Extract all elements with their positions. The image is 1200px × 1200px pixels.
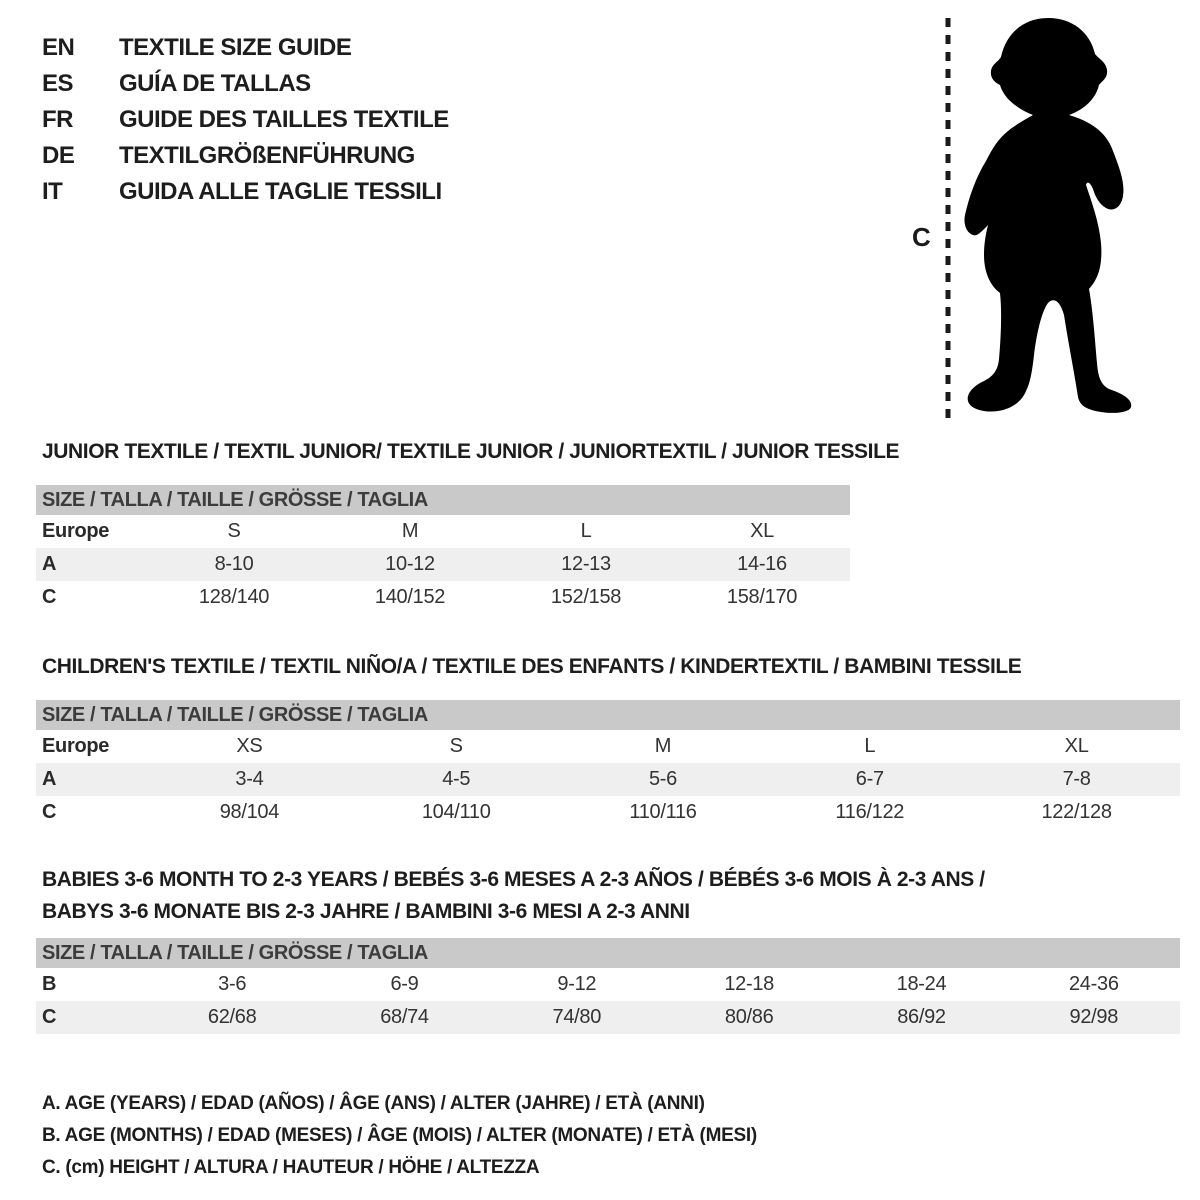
guide-title-fr: GUIDE DES TAILLES TEXTILE — [119, 106, 449, 133]
size-value: 3-4 — [235, 768, 264, 790]
size-value: 98/104 — [219, 801, 280, 823]
size-value: 10-12 — [385, 553, 435, 575]
size-value: 4-5 — [442, 768, 471, 790]
header-area — [0, 0, 1200, 425]
size-value: 8-10 — [214, 553, 254, 575]
size-value: 68/74 — [380, 1006, 429, 1028]
size-value: 24-36 — [1068, 973, 1119, 995]
size-value: XL — [750, 520, 774, 542]
size-value: 6-7 — [855, 768, 884, 790]
size-value: 80/86 — [724, 1006, 774, 1028]
guide-title-en: TEXTILE SIZE GUIDE — [119, 34, 352, 61]
size-value: 128/140 — [198, 586, 270, 608]
footnotes — [42, 1088, 1200, 1184]
table-row — [36, 968, 1180, 1001]
height-measure-label: C — [912, 222, 931, 252]
guide-title-es: GUÍA DE TALLAS — [119, 70, 311, 97]
row-label: Europe — [42, 520, 110, 542]
size-value: 104/110 — [421, 801, 491, 823]
size-value: M — [654, 735, 672, 757]
children-section-title: CHILDREN'S TEXTILE / TEXTIL NIÑO/A / TEXTILE DES ENFANTS / KINDERTEXTIL / BAMBINI TESSILE — [42, 655, 1022, 678]
size-value: XL — [1064, 735, 1089, 757]
language-code: IT — [42, 178, 63, 205]
row-label: A — [42, 553, 57, 575]
table-row — [36, 515, 850, 548]
size-value: 5-6 — [648, 768, 677, 790]
section-babies-textile — [36, 864, 1200, 1034]
row-label: B — [42, 973, 57, 995]
size-value: 74/80 — [552, 1006, 602, 1028]
table-row — [36, 1001, 1180, 1034]
row-label: C — [42, 801, 57, 823]
size-value: 9-12 — [557, 973, 597, 995]
size-value: 7-8 — [1062, 768, 1091, 790]
language-row-it — [42, 174, 449, 210]
footnote-c-height-cm: C. (cm) HEIGHT / ALTURA / HAUTEUR / HÖHE / ALTEZZA — [42, 1157, 540, 1178]
table-row — [36, 581, 850, 614]
children-size-table — [36, 730, 1180, 829]
size-value: 14-16 — [737, 553, 787, 575]
size-value: L — [864, 735, 876, 757]
table-row — [36, 730, 1180, 763]
size-value: 86/92 — [897, 1006, 946, 1028]
size-value: 152/158 — [550, 586, 622, 608]
table-row — [36, 796, 1180, 829]
size-value: 116/122 — [835, 801, 905, 823]
size-value: XS — [236, 735, 263, 757]
size-value: 12-18 — [724, 973, 774, 995]
size-value: L — [580, 520, 592, 542]
size-value: 6-9 — [390, 973, 419, 995]
size-value: S — [449, 735, 463, 757]
language-code: DE — [42, 142, 75, 169]
babies-size-header-band: SIZE / TALLA / TAILLE / GRÖSSE / TAGLIA — [36, 938, 1180, 968]
row-label: C — [42, 586, 57, 608]
language-row-de — [42, 138, 449, 174]
section-junior-textile — [36, 437, 1200, 614]
size-value: S — [227, 520, 241, 542]
row-label: A — [42, 768, 57, 790]
babies-size-table — [36, 968, 1180, 1034]
guide-title-it: GUIDA ALLE TAGLIE TESSILI — [119, 178, 442, 205]
size-value: 92/98 — [1069, 1006, 1119, 1028]
babies-section-title-line-2: BABYS 3-6 MONATE BIS 2-3 JAHRE / BAMBINI 3-6 MESI A 2-3 ANNI — [42, 900, 690, 923]
size-value: M — [401, 520, 419, 542]
size-value: 12-13 — [561, 553, 611, 575]
language-row-en — [42, 30, 449, 66]
size-value: 62/68 — [207, 1006, 257, 1028]
size-value: 3-6 — [218, 973, 247, 995]
babies-section-title-line-1: BABIES 3-6 MONTH TO 2-3 YEARS / BEBÉS 3-6 MESES A 2-3 AÑOS / BÉBÉS 3-6 MOIS À 2-3 ANS / — [42, 868, 985, 891]
toddler-silhouette-figure — [896, 12, 1144, 424]
junior-size-table — [36, 515, 850, 614]
toddler-silhouette — [964, 18, 1131, 413]
language-code: FR — [42, 106, 73, 133]
table-row — [36, 548, 850, 581]
language-row-fr — [42, 102, 449, 138]
footnote-b-age-months: B. AGE (MONTHS) / EDAD (MESES) / ÂGE (MOIS) / ALTER (MONATE) / ETÀ (MESI) — [42, 1125, 757, 1146]
size-value: 110/116 — [629, 801, 697, 823]
language-title-list — [42, 30, 449, 210]
children-size-header-band: SIZE / TALLA / TAILLE / GRÖSSE / TAGLIA — [36, 700, 1180, 730]
junior-size-header-band: SIZE / TALLA / TAILLE / GRÖSSE / TAGLIA — [36, 485, 850, 515]
language-row-es — [42, 66, 449, 102]
junior-section-title: JUNIOR TEXTILE / TEXTIL JUNIOR/ TEXTILE JUNIOR / JUNIORTEXTIL / JUNIOR TESSILE — [42, 440, 900, 463]
section-childrens-textile — [36, 652, 1200, 829]
size-value: 158/170 — [726, 586, 798, 608]
language-code: ES — [42, 70, 74, 97]
row-label: Europe — [42, 735, 110, 757]
footnote-a-age-years: A. AGE (YEARS) / EDAD (AÑOS) / ÂGE (ANS) / ALTER (JAHRE) / ETÀ (ANNI) — [42, 1093, 705, 1114]
size-value: 18-24 — [896, 973, 947, 995]
guide-title-de: TEXTILGRÖßENFÜHRUNG — [119, 142, 415, 169]
table-row — [36, 763, 1180, 796]
row-label: C — [42, 1006, 57, 1028]
size-value: 140/152 — [374, 586, 446, 608]
size-value: 122/128 — [1041, 801, 1112, 823]
language-code: EN — [42, 34, 75, 61]
